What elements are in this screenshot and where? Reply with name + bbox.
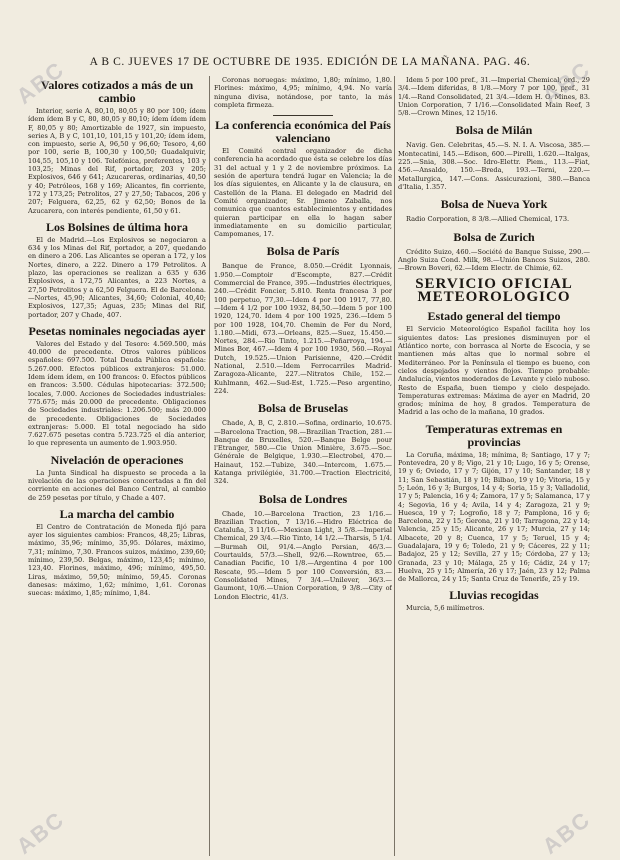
article-body: Banque de France, 8.050.—Crédit Lyonnais, 1.950.—Comptoir d'Escompte, 827.—Crédit Commercial de France, 395.—Industries électriques, 240.—Crédit Foncier, 5.810. Renta francesa 3 por 100 perpetuo, 77,30.—Idem 4 por 100 1917, 77,80.—Idem 4 1/2 por 100 1932, 84,50.—Idem 5 por 100 1920, 124,70. Idem 4 por 100 1925, 236.—Idem 5 por 100 1928, 104,70. Chemin de Fer du Nord, 1.180.—Midi, 673.—Orleans, 825.—Suez, 15.450.—Nortes, 284.—Rio Tinto, 1.215.—Peñarroya, 194.—Mines Bor, 467.—Idem 4 por 100 1930, 560.—Royal Dutch, 19.525.—Union Parisienne, 420.—Crédit National, 2.510.—Idem Ferrocarriles Madrid-Zaragoza-Alicante, 227.—Nitratos Chile, 152.—Kuhlmann, 462.—Sud-Est, 1.725.—Peso argentino, 224. [214,262,392,395]
article-lluvias [398,589,590,612]
page-header: A B C. JUEVES 17 DE OCTUBRE DE 1935. EDICIÓN DE LA MAÑANA. PAG. 46. [89,56,531,68]
article-title: La conferencia económica del País valenciano [215,118,391,146]
article-conferencia [214,119,392,238]
article-title: Bolsa de Zurich [453,229,535,244]
article-title: Bolsa de Londres [258,491,348,506]
article-temperaturas [398,423,590,584]
column-2 [214,76,392,856]
abc-watermark: ABC [11,56,70,109]
article-body: Murcia, 5,6 milímetros. [406,604,485,613]
article-title: Los Bolsines de última hora [45,219,189,234]
article-body: Coronas noruegas: máximo, 1,80; mínimo, 1,80. Florines: máximo, 4,95; mínimo, 4,94. No varía ninguna divisa, notándose, por tanto, la más completa firmeza. [214,76,392,109]
column-divider [209,76,210,856]
article-title: Lluvias recogidas [449,588,539,603]
article-body: El Centro de Contratación de Moneda fijó para ayer los siguientes cambios: Francos, 48,25; Libras, máximo, 35,96; mínimo, 35,95. Dólares, máximo, 7,31; mínimo, 7,30. Francos suizos, máximo, 239,60; mínimo, 239,50. Belgas, máximo, 123,45; mínimo, 123,40. Florines, máximo, 496; mínimo, 495,50. Liras, máximo, 59,50; mínimo, 59,45. Coronas danesas: máximo, 1,62; mínimo, 1,61. Coronas suecas: máximo, 1,85; mínimo, 1,84. [28,522,206,598]
section-servicio-meteorologico [398,278,590,304]
article-marcha-cambio [28,508,206,598]
separator-rule [273,115,333,116]
article-valores-cotizados [28,79,206,215]
article-body: Navig. Gen. Celebritas, 45.—S. N. I. A. Viscosa, 385.—Montecatini, 145.—Edison, 600.—Pirelli, 1.620.—Italgas, 225.—Snia, 308.—Soc. Idro-Elettr. Piem., 113.—Fiat, 456.—Ansaldo, 150.—Breda, 193.—Terni, 220.—Metallurgica, 147.—Cons. Assicurazioni, 380.—Banca d'Italia, 1.357. [398,141,590,191]
article-body: Radio Corporation, 8 3/8.—Allied Chemical, 173. [406,215,570,224]
article-title: Estado general del tiempo [427,309,561,324]
article-body: El Servicio Meteorológico Español facilita hoy los siguientes datos: Las presiones disminuyen por el Atlántico norte, con borrasca al Norte de Escocia, y se mantienen más altas que lo normal sobre el Mediterráneo. Por la Península el tiempo es bueno, con cielos despejados y vientos flojos. Tiempo probable: Andalucía, vientos moderados de Levante y cielo nuboso. Resto de España, buen tiempo y cielo despejado. Temperaturas extremas: Máxima de ayer en Madrid, 20 grados; mínima de hoy, 8 grados. Temperatura de Madrid a las ocho de la mañana, 10 grados. [398,325,590,417]
article-title: Bolsa de París [266,244,340,259]
article-body: La Coruña, máxima, 18; mínima, 8; Santiago, 17 y 7; Pontevedra, 20 y 8; Vigo, 21 y 10; Lugo, 16 y 5; Orense, 19 y 6; Oviedo, 17 y 7; Gijón, 17 y 10; Santander, 18 y 11; San Sebastián, 18 y 10; Bilbao, 19 y 10; Vitoria, 15 y 5; León, 16 y 3; Burgos, 14 y 4; Soria, 15 y 3; Valladolid, 17 y 5; Palencia, 16 y 4; Zamora, 17 y 5; Salamanca, 17 y 4; Segovia, 16 y 4; Avila, 14 y 4; Zaragoza, 21 y 9; Huesca, 19 y 7; Logroño, 18 y 7; Pamplona, 16 y 6; Barcelona, 22 y 15; Gerona, 21 y 10; Tarragona, 22 y 14; Valencia, 25 y 15; Alicante, 26 y 17; Murcia, 27 y 14; Albacete, 20 y 8; Cuenca, 17 y 5; Teruel, 15 y 4; Guadalajara, 19 y 6; Toledo, 21 y 9; Cáceres, 22 y 11; Badajoz, 25 y 12; Sevilla, 27 y 15; Córdoba, 27 y 13; Granada, 23 y 10; Málaga, 25 y 16; Cádiz, 24 y 17; Huelva, 25 y 15; Almería, 26 y 17; Jaén, 23 y 12; Palma de Mallorca, 24 y 15; Santa Cruz de Tenerife, 25 y 19. [398,450,590,584]
article-bolsa-bruselas [214,401,392,485]
article-bolsa-nueva-york [398,197,590,223]
article-body: La Junta Sindical ha dispuesto se proceda a la nivelación de las operaciones concertadas a fin del corriente en acciones del Banco Central, al cambio de 259 pesetas por título, y Chade a 407. [28,468,206,502]
article-body: Idem 5 por 100 pref., 31.—Imperial Chemical, ord., 29 3/4.—Idem diferidas, 8 1/8.—Mory 7 por 100, pref., 31 1/4.—Rand Consolidated, 21 3/4.—Idem H. O. Mines, 83. Union Corporation, 7 1/16.—Consolidated Main Reef, 3 5/8.—Crown Mines, 12 15/16. [398,76,590,118]
article-body: Valores del Estado y del Tesoro: 4.569.500, más 40.000 de precedente. Otros valores públicos españoles: 697.500. Total Deuda Pública española: 5.267.000. Efectos públicos extranjeros: 51.000. Idem ídem ídem, en 100 francos: 0. Efectos públicos en francos: 3.500. Cédulas hipotecarias: 372.500; locales, 7.000. Acciones de Sociedades industriales: 775.675; más 20.000 de precedente. Obligaciones de Sociedades industriales: 1.206.500; más 20.000 de precedente. Obligaciones de Sociedades extranjeras: 5.000. El total negociado ha sido 7.627.675 pesetas contra 5.723.725 el día anterior, lo que representa un aumento de 1.903.950. [28,339,206,448]
article-title: La marcha del cambio [59,506,175,521]
column-1 [28,76,206,856]
article-body: El Comité central organizador de dicha conferencia ha acordado que ésta se celebre los días 31 del actual y 1 y 2 de noviembre próximos. La sesión de apertura tendrá lugar en Valencia; la de los días siguientes, en Alicante y la de clausura, en Castellón de la Plana. El delegado en Madrid del Comité organizador, Sr. Jimeno Zaballa, nos comunica que cuantos establecimientos y entidades quieran participar en ella lo hagan saber inmediatamente en su domicilio particular, Campomanes, 17. [214,147,392,239]
article-bolsa-londres [214,492,392,601]
abc-watermark: ABC [11,806,70,859]
article-bolsa-zurich [398,230,590,273]
article-title: Pesetas nominales negociadas ayer [28,323,206,338]
abc-watermark: ABC [537,56,596,109]
article-nivelacion [28,454,206,502]
column-divider [394,76,395,856]
article-pesetas-nominales [28,325,206,448]
article-body: Interior, serie A, 80,10, 80,05 y 80 por 100; ídem ídem ídem B y C, 80, 80,05 y 80,10; ídem ídem ídem F, 80,05 y 80; Amortizable de 1927, sin impuesto, series A, B y C, 101,10, 101,15 y 101,20; ídem ídem, con impuesto, serie A, 96,50 y 96,60; Tesoro, 4,60 por 100, serie B, 100,30 y 100,50; Guadalquivir, 104,55, 105,10 y 106. Telefónica, preferentes, 103 y 103,25; Minas del Rif, portador, 203 y 205; Explosivos, 646 y 641; Azucareras, ordinarias, 40,50 y 40; Petróleos, 168 y 169; Alicantes, fin corriente, 172 y 173,25; Petrolitos, 27 y 27,50; Tabacos, 206 y 207; Felguera, 62,25, 62 y 62,50; Bonos de la Azucarera, con interés pendiente, 61,50 y 61. [28,107,206,215]
article-title: Bolsa de Milán [455,123,533,138]
article-title: Valores cotizados a más de un cambio [40,78,194,105]
section-title: SERVICIO OFICIAL METEOROLOGICO [415,276,573,306]
column-3 [398,76,590,856]
article-body: Chade, 10.—Barcelona Traction, 23 1/16.—Brazilian Traction, 7 13/16.—Hidro Eléctrica de Cataluña, 3 11/16.—Mexican Light, 3 5/8.—Imperial Chemical, 29 3/4.—Rio Tinto, 14 1/2.—Tharsis, 5 1/4.—Burmah Oil, 91/4.—Anglo Persian, 46/3.—Courtaulds, 57/3.—Shell, 92/6.—Rowntree, 65.—Canadian Pacific, 10 1/8.—Argentina 4 por 100 Rescate, 95.—Idem 5 por 100 Conversión, 83.—Consolidated Mines, 7 3/4.—Unilever, 36/3.—Gaumont, 10/6.—Union Corporation, 9 3/8.—City of London Electric, 41/3. [214,509,392,601]
article-estado-tiempo [398,310,590,416]
article-continuation [214,76,392,109]
abc-watermark: ABC [537,806,596,859]
article-body: Crédito Suizo, 460.—Société de Banque Suisse, 290.—Anglo Suiza Cond. Milk, 98.—Unión Bancos Suizos, 280.—Brown Boveri, 62.—Idem Electr. de Chimie, 62. [398,247,590,273]
article-bolsines [28,221,206,319]
article-bolsa-milan [398,123,590,191]
article-title: Bolsa de Bruselas [257,401,348,416]
article-title: Nivelación de operaciones [50,452,184,467]
article-body: Chade, A, B, C, 2.810.—Sofina, ordinario, 10.675.—Barcelona Traction, 98.—Brazilian Traction, 281.—Banque de Bruxelles, 520.—Banque Belge pour l'Etranger, 580.—Cie Union Minière, 3.675.—Soc. Générale de Belgique, 1.930.—Electrobel, 470.—Hainaut, 152.—Tubize, 340.—Intercom, 1.675.—Katanga privilégiée, 31.700.—Traction Electricité, 324. [214,419,392,486]
article-bolsa-paris [214,244,392,395]
article-title: Temperaturas extremas en provincias [425,421,563,449]
article-title: Bolsa de Nueva York [440,197,548,212]
article-body: El de Madrid.—Los Explosivos se negociaron a 634 y los Minas del Rif, portador, a 207, quedando en dinero a 206. Las Alicantes se operan a 172, y los Nortes, dinero, a 222. Dinero a 179 Petrolitos. A plazo, las operaciones se realizan a 635 y 636 Explosivos, a 172,75 Alicantes, a 223 Nortes, a 27,50 Petrolitos y a 62,50 Felguera. El de Barcelona.—Nortes, 45,90; Alicantes, 34,60; Colonial, 40,40; Explosivos, 127,35; Aguas, 235; Minas del Rif, portador, 207 y Chade, 407. [28,235,206,319]
